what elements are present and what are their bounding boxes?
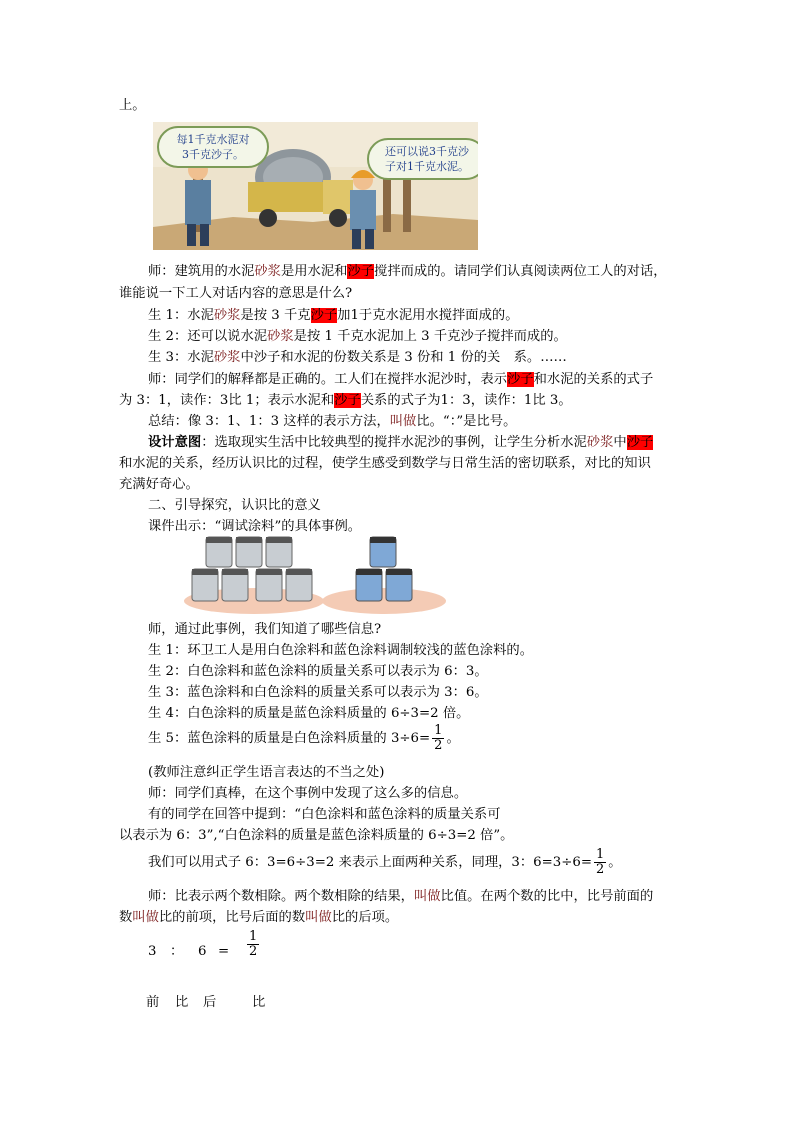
teacher-question-info: 师，通过此事例，我们知道了哪些信息? — [148, 622, 382, 637]
ratio-equals: = — [218, 944, 230, 959]
design-intent-line3: 充满好奇心。 — [119, 477, 199, 492]
definition-line1 — [148, 887, 653, 907]
p2-line2-a: 为 3：1，读作：3比 1；表示水泥和 — [119, 393, 335, 408]
label-front-term: 前 — [146, 995, 160, 1010]
s2-keyword-mortar: 砂浆 — [267, 329, 294, 344]
def-keyword-2: 叫做 — [132, 910, 159, 925]
student5-end: 。 — [446, 731, 460, 746]
s2-text-a: 生 2：还可以说水泥 — [148, 329, 268, 344]
s1-highlight-sand: 沙子 — [310, 308, 338, 323]
summary — [148, 412, 516, 432]
design-text-a: ：选取现实生活中比较典型的搅拌水泥沙的事例，让学生分析水泥 — [201, 435, 587, 450]
def-text-b: 比值。在两个数的比中，比号前面的 — [440, 889, 654, 904]
label-ratio-sign: 比 — [175, 995, 189, 1010]
student1-info: 生 1：环卫工人是用白色涂料和蓝色涂料调制较浅的蓝色涂料的。 — [148, 643, 533, 658]
teacher-explanation-line2 — [119, 391, 572, 411]
summary-keyword: 叫做 — [389, 414, 417, 429]
formula-text: 我们可以用式子 6：3=6÷3=2 来表示上面两种关系，同理，3：6=3÷6= — [148, 855, 592, 870]
p2-text-b: 和水泥的关系的式子 — [533, 372, 654, 387]
bubble-right-line2: 子对1千克水泥。 — [385, 160, 469, 173]
paint-cans-illustration — [184, 533, 448, 615]
fraction-one-half — [432, 724, 444, 753]
bubble-right-line1: 还可以说3千克沙 — [385, 145, 469, 158]
design-keyword-mortar: 砂浆 — [586, 435, 614, 450]
s3-text-b: 中沙子和水泥的份数关系是 3 份和 1 份的关 系。…… — [240, 350, 567, 365]
label-ratio-value: 比 — [252, 995, 266, 1010]
teacher-praise: 师：同学们真棒，在这个事例中发现了这么多的信息。 — [148, 786, 468, 801]
mention-line1: 有的同学在回答中提到：“白色涂料和蓝色涂料的质量关系可 — [148, 807, 501, 822]
p1-text-c: 搅拌而成的。请同学们认真阅读两位工人的对话， — [374, 264, 667, 279]
formula-fraction — [594, 848, 606, 877]
p2-highlight-sand: 沙子 — [507, 372, 534, 387]
design-intent-label: 设计意图 — [148, 435, 202, 450]
design-text-b: 中 — [613, 435, 627, 450]
teacher-question-line2: 谁能说一下工人对话内容的意思是什么? — [119, 286, 353, 301]
def-line2-c: 比的后项。 — [331, 910, 399, 925]
ratio-colon: ： — [170, 944, 184, 959]
p1-keyword-mortar: 砂浆 — [254, 264, 281, 279]
student5-text: 生 5：蓝色涂料的质量是白色涂料质量的 3÷6= — [148, 731, 431, 746]
teacher-note: (教师注意纠正学生语言表达的不当之处) — [148, 765, 385, 780]
fraction-numerator: 1 — [434, 723, 443, 738]
p2-line2-b: 关系的式子为1：3，读作：1比 3。 — [360, 393, 572, 408]
ratio-value-denominator: 2 — [249, 944, 258, 959]
s3-keyword-mortar: 砂浆 — [213, 350, 241, 365]
student5-info — [148, 722, 460, 756]
student4-info: 生 4：白色涂料的质量是蓝色涂料质量的 6÷3=2 倍。 — [148, 706, 470, 721]
label-back-term: 后 — [203, 995, 217, 1010]
def-line2-a: 数 — [119, 910, 133, 925]
def-line2-b: 比的前项，比号后面的数 — [158, 910, 306, 925]
formula-numerator: 1 — [595, 847, 605, 862]
student1-answer — [148, 306, 519, 326]
speech-bubble-left — [157, 126, 269, 168]
construction-illustration — [153, 122, 478, 250]
teacher-explanation-line1 — [148, 370, 653, 390]
mention-line2: 以表示为 6：3”,“白色涂料的质量是蓝色涂料质量的 6÷3=2 倍”。 — [119, 828, 514, 843]
def-keyword-1: 叫做 — [413, 889, 441, 904]
section-heading: 二、引导探究，认识比的意义 — [148, 498, 321, 513]
intro-text: 上。 — [119, 98, 146, 113]
fraction-denominator: 2 — [434, 738, 443, 753]
ratio-value-numerator: 1 — [249, 929, 258, 944]
bubble-left-line2: 3千克沙子。 — [182, 148, 244, 161]
courseware-line: 课件出示：“调试涂料”的具体事例。 — [148, 519, 362, 534]
p2-text-a: 师：同学们的解释都是正确的。工人们在搅拌水泥沙时，表示 — [148, 372, 508, 387]
s1-keyword-mortar: 砂浆 — [213, 308, 241, 323]
formula-line — [148, 846, 622, 880]
teacher-question-line1 — [148, 262, 667, 282]
s1-text-b: 是按 3 千克 — [240, 308, 311, 323]
formula-end: 。 — [608, 855, 622, 870]
student3-info: 生 3：蓝色涂料和白色涂料的质量关系可以表示为 3：6。 — [148, 685, 488, 700]
ratio-left-term: 3 — [148, 944, 157, 959]
ratio-value-fraction — [247, 930, 259, 959]
p1-highlight-sand: 沙子 — [347, 264, 375, 279]
formula-denominator: 2 — [595, 862, 605, 877]
p2-highlight-sand-2: 沙子 — [334, 393, 361, 408]
design-highlight-sand: 沙子 — [626, 435, 654, 450]
design-intent-line2: 和水泥的关系，经历认识比的过程，使学生感受到数学与日常生活的密切联系，对比的知识 — [119, 456, 651, 471]
student3-answer — [148, 348, 567, 368]
design-intent-line1 — [148, 433, 653, 453]
summary-text-a: 总结：像 3：1、1：3 这样的表示方法， — [148, 414, 390, 429]
p1-text-a: 师：建筑用的水泥 — [148, 264, 255, 279]
ratio-right-term: 6 — [198, 944, 207, 959]
summary-text-b: 比。“：”是比号。 — [416, 414, 517, 429]
def-text-a: 师：比表示两个数相除。两个数相除的结果， — [148, 889, 414, 904]
student2-info: 生 2：白色涂料和蓝色涂料的质量关系可以表示为 6：3。 — [148, 664, 488, 679]
s1-text-c: 加1于克水泥用水搅拌面成的。 — [337, 308, 519, 323]
student2-answer — [148, 327, 567, 347]
s3-text-a: 生 3：水泥 — [148, 350, 214, 365]
p1-text-b: 是用水泥和 — [280, 264, 348, 279]
definition-line2 — [119, 908, 398, 928]
paint-cans-scene — [184, 533, 448, 615]
bubble-left-line1: 每1千克水泥对 — [176, 133, 250, 146]
speech-bubble-right — [367, 138, 478, 180]
def-keyword-3: 叫做 — [305, 910, 332, 925]
s1-text-a: 生 1：水泥 — [148, 308, 214, 323]
s2-text-b: 是按 1 千克水泥加上 3 千克沙子搅拌而成的。 — [293, 329, 567, 344]
